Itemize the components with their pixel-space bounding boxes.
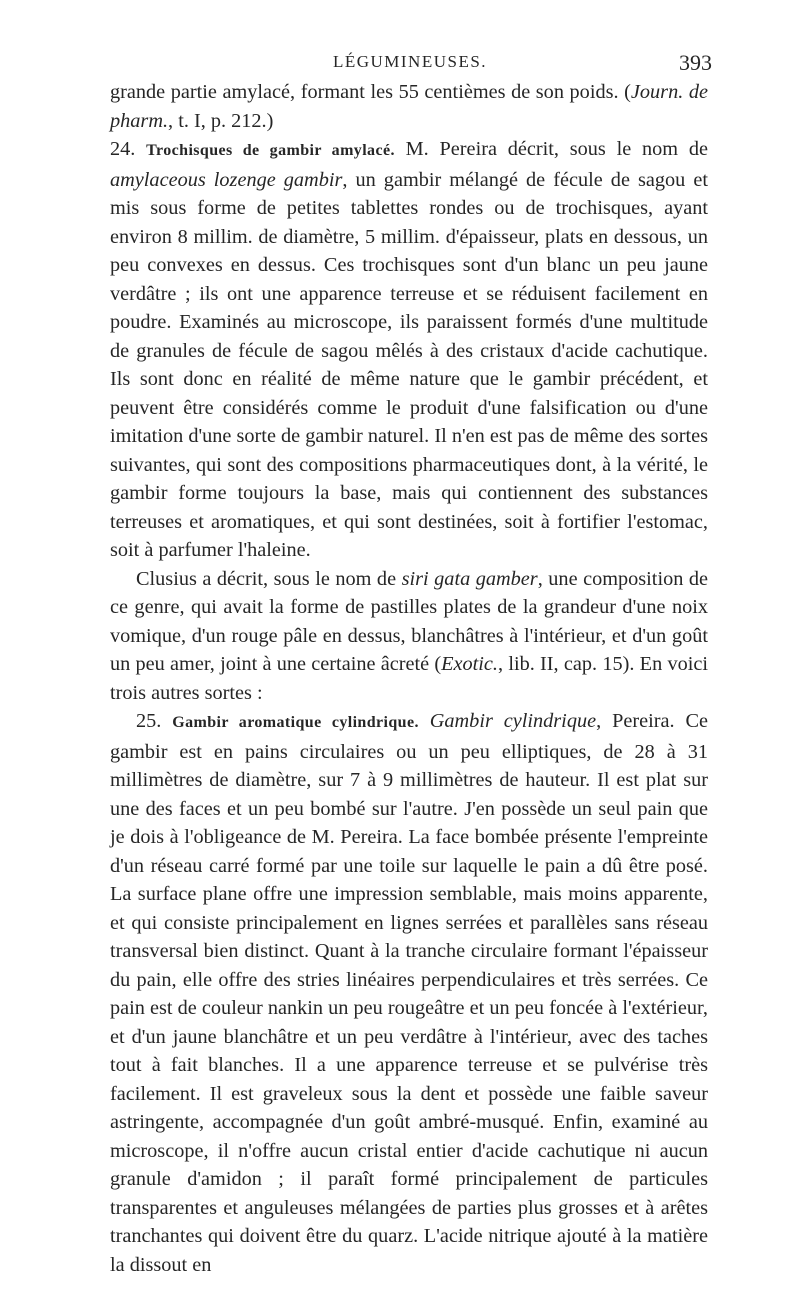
paragraph-clusius bbox=[110, 565, 708, 708]
article-title: Trochisques de gambir amylacé. bbox=[146, 142, 395, 159]
text-run: , t. I, p. 212.) bbox=[168, 109, 274, 132]
text-run: , lib. II, cap. 15). En voici trois autres sortes : bbox=[110, 653, 709, 704]
citation-italic: Journ. de pharm. bbox=[110, 81, 708, 132]
text-run: Clusius a décrit, sous le nom de bbox=[136, 567, 402, 590]
page-header bbox=[110, 50, 710, 74]
page-number: 393 bbox=[679, 50, 712, 75]
text-run: grande partie amylacé, formant les 55 centièmes de son poids. ( bbox=[110, 81, 631, 103]
body-text bbox=[110, 78, 708, 1279]
text-run: , un gambir mélangé de fécule de sagou et mis sous forme de petites tablettes rondes ou de trochisques, ayant environ 8 millim. de diamètre, 5 millim. d'épaisseur, plats en dessous, un peu convexes en dessus. Ces trochisques sont d'un blanc un peu jaune verdâtre ; ils ont une apparence terreuse et se réduisent facilement en poudre. Examinés au microscope, ils paraissent formés d'une multitude de granules de fécule de sagou mêlés à des cristaux d'acide cachutique. Ils sont donc en réalité de même nature que le gambir précédent, et peuvent être considérés comme le produit d'une falsification ou d'une imitation d'une sorte de gambir naturel. Il n'en est pas de même des sortes suivantes, qui sont des compositions pharmaceutiques dont, à la vérité, le gambir forme toujours la base, mais qui contiennent des substances terreuses et aromatiques, et qui sont destinées, soit à fortifier l'estomac, soit à parfumer l'haleine. bbox=[110, 168, 708, 561]
term-italic: Gambir cylindrique bbox=[429, 710, 597, 732]
text-run: , une composition de ce genre, qui avait la forme de pastilles plates de la grandeur d'une noix vomique, d'un rouge pâle en dessus, blanchâtres à l'intérieur, et d'un goût un peu amer, joint à une certaine âcreté ( bbox=[110, 567, 709, 675]
article-24 bbox=[110, 135, 708, 565]
text-run: M. Pereira décrit, sous le nom de bbox=[394, 138, 709, 160]
article-number: 25. bbox=[136, 710, 162, 732]
text-run bbox=[419, 710, 430, 732]
term-italic: amylaceous lozenge gambir bbox=[110, 168, 343, 191]
text-run: , Pereira. Ce gambir est en pains circulaires ou un peu elliptiques, de 28 à 31 millimètres de diamètre, sur 7 à 9 millimètres de hauteur. Il est plat sur une des faces et un peu bombé sur l'autre. J'en possède un seul pain que je dois à l'obligeance de M. Pereira. La face bombée présente l'empreinte d'un réseau carré formé par une toile sur laquelle le pain a dû être posé. La surface plane offre une impression semblable, mais moins apparente, et qui consiste principalement en lignes serrées et parallèles sans réseau transversal bien distinct. Quant à la tranche circulaire formant l'épaisseur du pain, elle offre des stries linéaires perpendiculaires et très serrées. Ce pain est de couleur nankin un peu rougeâtre et un peu foncée à l'extérieur, et d'un jaune blanchâtre et un peu verdâtre à l'intérieur, avec des taches tout à fait blanches. Il a une apparence terreuse et se pulvérise très facilement. Il est graveleux sous la dent et possède une faible saveur astringente, accompagnée d'un goût ambré-musqué. Enfin, examiné au microscope, il n'offre aucun cristal entier d'acide cachutique ni aucun granule d'amidon ; il paraît formé principalement de particules transparentes et anguleuses mélangées de parties plus grosses et à arêtes tranchantes qui doivent être du quarz. L'acide nitrique ajouté à la matière la dissout en bbox=[110, 710, 708, 1276]
article-title: Gambir aromatique cylindrique. bbox=[172, 714, 419, 731]
citation-italic: Exotic. bbox=[441, 653, 498, 675]
article-25 bbox=[110, 707, 708, 1279]
article-number: 24. bbox=[110, 138, 136, 160]
paragraph-continuation bbox=[110, 78, 708, 135]
term-italic: siri gata gamber bbox=[401, 567, 538, 590]
running-title: LÉGUMINEUSES. bbox=[332, 52, 488, 71]
